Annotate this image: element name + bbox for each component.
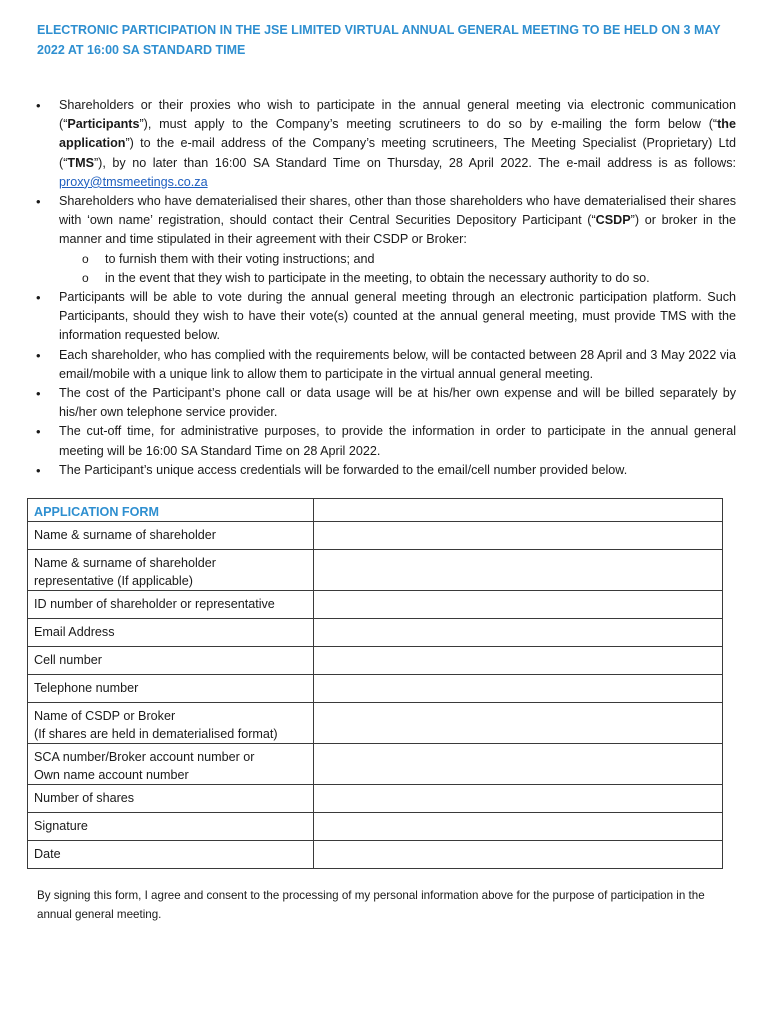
date-field[interactable]	[314, 841, 723, 869]
number-of-shares-field[interactable]	[314, 785, 723, 813]
sub-list	[59, 250, 736, 288]
field-label: Email Address	[34, 625, 115, 639]
id-number-field[interactable]	[314, 591, 723, 619]
field-label: SCA number/Broker account number or	[34, 750, 255, 764]
field-label: Name of CSDP or Broker	[34, 709, 176, 723]
table-row	[28, 841, 723, 869]
field-label: Telephone number	[34, 681, 139, 695]
field-label: ID number of shareholder or representative	[34, 597, 275, 611]
table-row	[28, 591, 723, 619]
list-item: • Each shareholder, who has complied with the requirements below, will be contacted between 28 April and 3 May 2022 via email/mobile with a unique link to allow them to participate in the virtual annual general meeting.	[34, 346, 736, 384]
list-item: • The cost of the Participant’s phone call or data usage will be at his/her own expense and will be billed separately by his/her own telephone service provider.	[34, 384, 736, 422]
table-row	[28, 647, 723, 675]
telephone-number-field[interactable]	[314, 675, 723, 703]
list-item: • The cut-off time, for administrative purposes, to provide the information in order to participate in the annual general meeting will be 16:00 SA Standard Time on 28 April 2022.	[34, 422, 736, 460]
table-row	[28, 703, 723, 744]
form-heading-blank	[314, 499, 723, 522]
field-label: Number of shares	[34, 791, 135, 805]
table-row	[28, 619, 723, 647]
consent-statement: By signing this form, I agree and consent to the processing of my personal information above for the purpose of participation in the annual general meeting.	[37, 889, 705, 921]
shareholder-name-field[interactable]	[314, 522, 723, 550]
email-link[interactable]: proxy@tmsmeetings.co.za	[59, 174, 208, 189]
field-label: Signature	[34, 819, 88, 833]
list-item: • Shareholders who have dematerialised their shares, other than those shareholders who have dematerialised their shares with ‘own name’ registration, should contact their Central Securities Depository Participant (“CSDP”) or broker in the manner and time stipulated in their agreement with their CSDP or Broker: o to furnish them with their voting instructions; and o in the event that they wish to participate in the meeting, to obtain the necessary authority to do so.	[34, 192, 736, 288]
sub-list-item: o in the event that they wish to participate in the meeting, to obtain the necessary authority to do so.	[59, 269, 736, 288]
list-item: • The Participant’s unique access credentials will be forwarded to the email/cell number provided below.	[34, 461, 736, 480]
table-row	[28, 675, 723, 703]
account-number-field[interactable]	[314, 744, 723, 785]
sub-list-item: o to furnish them with their voting instructions; and	[59, 250, 736, 269]
field-label: Own name account number	[34, 768, 189, 782]
list-item: • Participants will be able to vote during the annual general meeting through an electronic participation platform. Such Participants, should they wish to have their vote(s) counted at the annual general meeting, must provide TMS with the information requested below.	[34, 288, 736, 346]
signature-field[interactable]	[314, 813, 723, 841]
field-label: Date	[34, 847, 61, 861]
field-label: Name & surname of shareholder	[34, 528, 217, 542]
cell-number-field[interactable]	[314, 647, 723, 675]
instructions-list	[34, 96, 736, 480]
email-address-field[interactable]	[314, 619, 723, 647]
application-form-table	[27, 498, 723, 869]
table-row	[28, 744, 723, 785]
list-item: • Shareholders or their proxies who wish to participate in the annual general meeting via electronic communication (“Participants”), must apply to the Company’s meeting scrutineers to do so by e-mailing the form below (“the application”) to the e-mail address of the Company’s meeting scrutineers, The Meeting Specialist (Proprietary) Ltd (“TMS”), by no later than 16:00 SA Standard Time on Thursday, 28 April 2022. The e-mail address is as follows: proxy@tmsmeetings.co.za	[34, 96, 736, 192]
field-label: Name & surname of shareholder	[34, 556, 217, 570]
document-title: ELECTRONIC PARTICIPATION IN THE JSE LIMITED VIRTUAL ANNUAL GENERAL MEETING TO BE HELD ON 3 MAY 2022 AT 16:00 SA STANDARD TIME	[37, 23, 721, 57]
form-heading: APPLICATION FORM	[28, 499, 314, 522]
csdp-broker-field[interactable]	[314, 703, 723, 744]
table-row	[28, 813, 723, 841]
table-row	[28, 785, 723, 813]
field-label: representative (If applicable)	[34, 574, 193, 588]
field-label: (If shares are held in dematerialised format)	[34, 727, 278, 741]
form-heading-row	[28, 499, 723, 522]
table-row	[28, 550, 723, 591]
representative-name-field[interactable]	[314, 550, 723, 591]
table-row	[28, 522, 723, 550]
field-label: Cell number	[34, 653, 102, 667]
